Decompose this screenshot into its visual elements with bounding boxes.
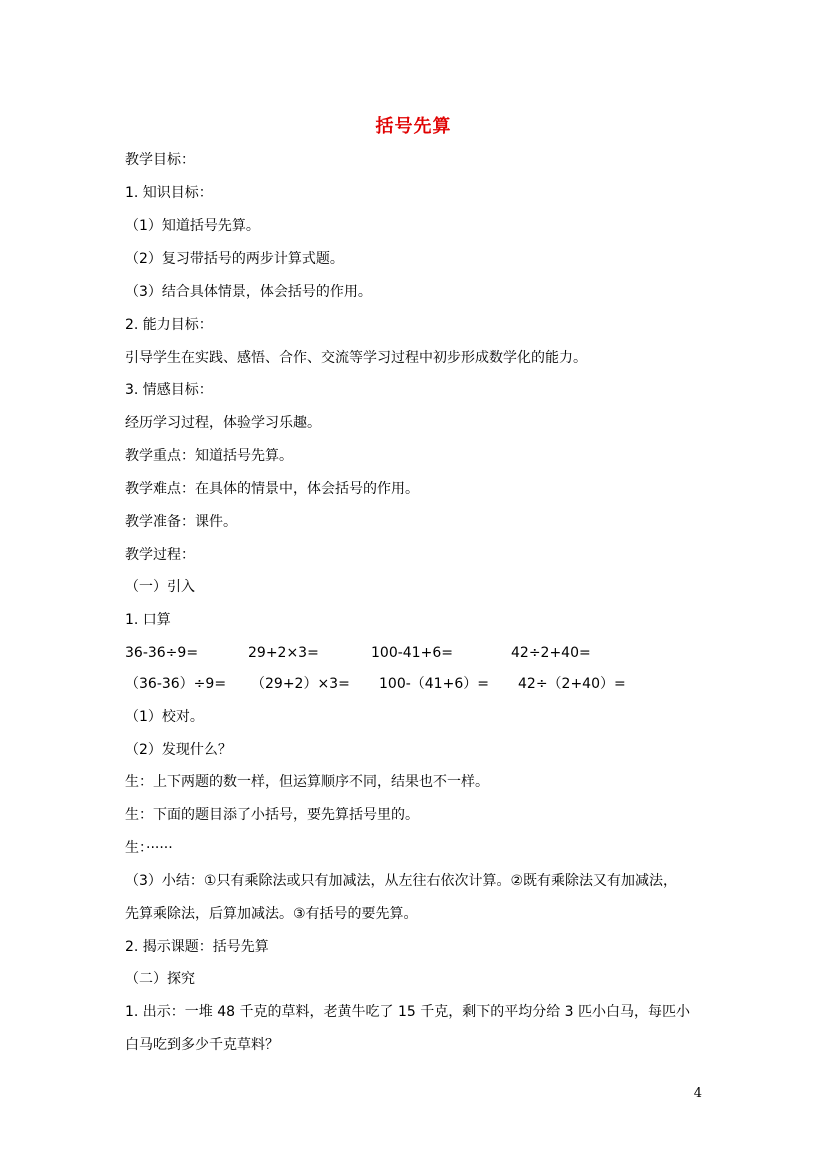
formula-item: 42÷2+40= (511, 645, 591, 661)
student-answer-3: 生：······ (125, 840, 173, 856)
student-answer-2: 生：下面的题目添了小括号，要先算括号里的。 (125, 807, 419, 823)
formula-item: 29+2×3= (248, 645, 319, 661)
problem-line-1: 1. 出示：一堆 48 千克的草料，老黄牛吃了 15 千克，剩下的平均分给 3 匹小白马，每匹小 (125, 1004, 691, 1020)
document-title: 括号先算 (375, 116, 452, 137)
teaching-difficulty: 教学难点：在具体的情景中，体会括号的作用。 (125, 481, 419, 497)
problem-line-2: 白马吃到多少千克草料？ (125, 1037, 279, 1053)
formula-row-top (125, 644, 645, 662)
formula-item: 36-36÷9= (125, 645, 199, 661)
teaching-focus: 教学重点：知道括号先算。 (125, 448, 293, 464)
discovery-question: （2）发现什么？ (125, 742, 232, 758)
ability-objective-heading: 2. 能力目标： (125, 317, 213, 333)
topic-reveal: 2. 揭示课题：括号先算 (125, 939, 269, 955)
formula-item: （29+2）×3= (251, 676, 350, 692)
formula-item: 100-（41+6）= (379, 676, 489, 692)
ability-objective-text: 引导学生在实践、感悟、合作、交流等学习过程中初步形成数学化的能力。 (125, 350, 587, 366)
emotion-objective-heading: 3. 情感目标： (125, 382, 213, 398)
page-number: 4 (693, 1086, 702, 1101)
section-explore-heading: （二）探究 (125, 971, 195, 987)
emotion-objective-text: 经历学习过程，体验学习乐趣。 (125, 415, 321, 431)
formula-item: 42÷（2+40）= (518, 676, 626, 692)
teaching-preparation: 教学准备：课件。 (125, 514, 237, 530)
objective-item-3: （3）结合具体情景，体会括号的作用。 (125, 284, 372, 300)
student-answer-1: 生：上下两题的数一样，但运算顺序不同，结果也不一样。 (125, 774, 489, 790)
check-step: （1）校对。 (125, 709, 204, 725)
formula-item: 100-41+6= (371, 645, 453, 661)
summary-line-1: （3）小结：①只有乘除法或只有加减法，从左往右依次计算。②既有乘除法又有加减法， (125, 873, 678, 889)
objective-item-2: （2）复习带括号的两步计算式题。 (125, 251, 344, 267)
objective-item-1: （1）知道括号先算。 (125, 218, 260, 234)
knowledge-objective-heading: 1. 知识目标： (125, 185, 213, 201)
formula-row-bottom (125, 675, 645, 693)
section-intro-heading: （一）引入 (125, 579, 195, 595)
section-heading-objectives: 教学目标： (125, 152, 195, 168)
teaching-process-heading: 教学过程： (125, 547, 195, 563)
formula-item: （36-36）÷9= (125, 676, 227, 692)
summary-line-2: 先算乘除法，后算加减法。③有括号的要先算。 (125, 906, 418, 922)
mental-math-heading: 1. 口算 (125, 612, 171, 628)
